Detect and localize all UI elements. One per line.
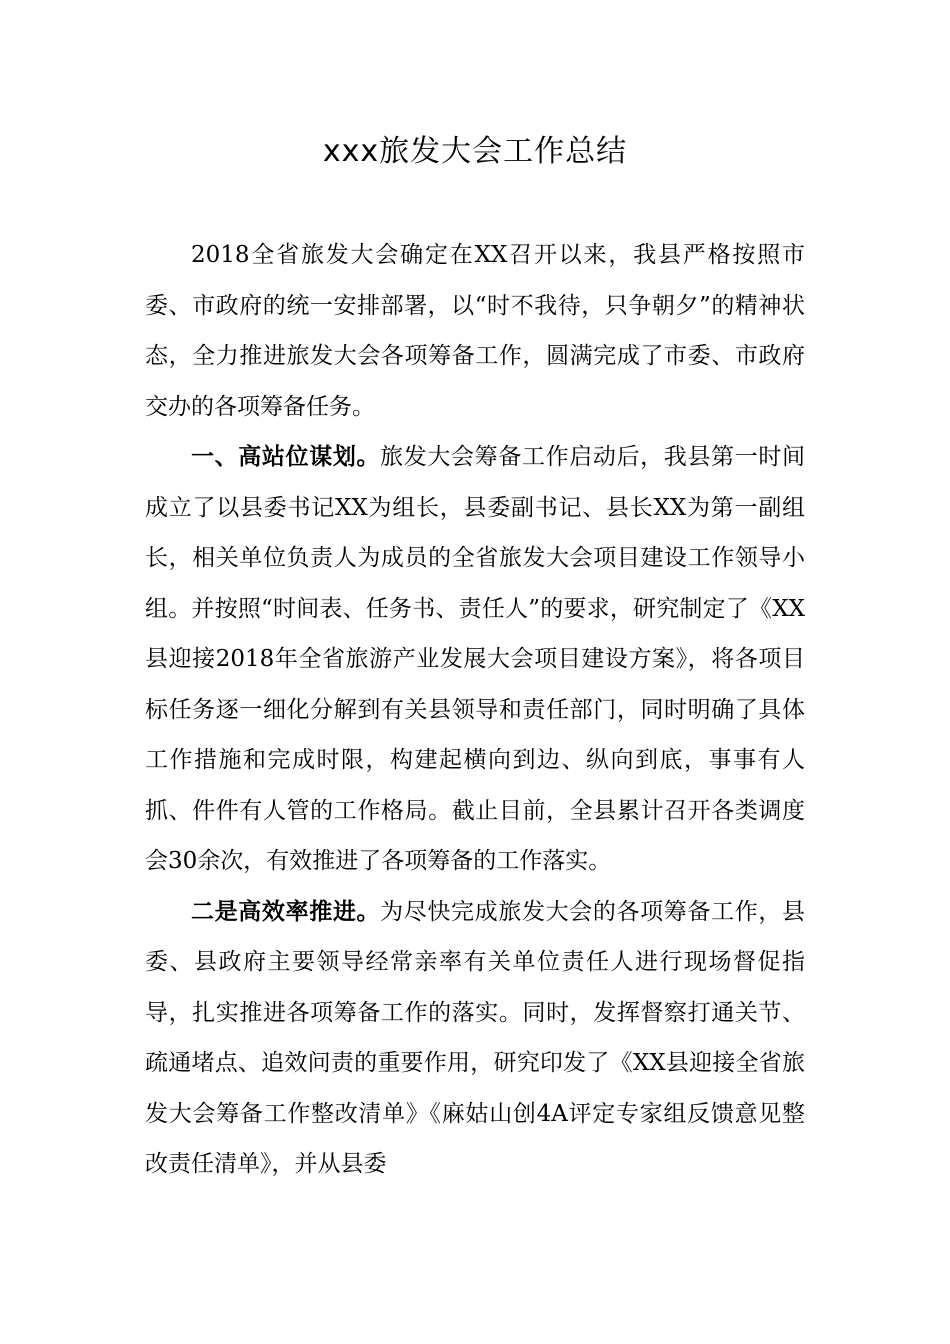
document-body bbox=[145, 230, 805, 1190]
paragraph-section-2 bbox=[145, 887, 805, 1190]
section-heading: 二是高效率推进。 bbox=[191, 898, 381, 925]
paragraph-text: 旅发大会筹备工作启动后，我县第一时间成立了以县委书记XX为组长，县委副书记、县长XX为第一副组长，相关单位负责人为成员的全省旅发大会项目建设工作领导小组。并按照“时间表、任务书、责任人”的要求，研究制定了《XX县迎接2018年全省旅游产业发展大会项目建设方案》，将各项目标任务逐一细化分解到有关县领导和责任部门，同时明确了具体工作措施和完成时限，构建起横向到边、纵向到底，事事有人抓、件件有人管的工作格局。截止目前，全县累计召开各类调度会30余次，有效推进了各项筹备的工作落实。 bbox=[145, 444, 806, 874]
paragraph-intro bbox=[145, 230, 805, 432]
paragraph-text: 为尽快完成旅发大会的各项筹备工作，县委、县政府主要领导经常亲率有关单位责任人进行现场督促指导，扎实推进各项筹备工作的落实。同时，发挥督察打通关节、疏通堵点、追效问责的重要作用，研究印发了《XX县迎接全省旅发大会筹备工作整改清单》《麻姑山创4A评定专家组反馈意见整改责任清单》，并从县委 bbox=[145, 898, 806, 1177]
document-title: xxx旅发大会工作总结 bbox=[322, 134, 628, 169]
section-heading: 一、高站位谋划。 bbox=[191, 444, 381, 470]
paragraph-section-1 bbox=[145, 432, 805, 887]
paragraph-text: 2018全省旅发大会确定在XX召开以来，我县严格按照市委、市政府的统一安排部署，以“时不我待，只争朝夕”的精神状态，全力推进旅发大会各项筹备工作，圆满完成了市委、市政府交办的各项筹备任务。 bbox=[145, 242, 805, 420]
